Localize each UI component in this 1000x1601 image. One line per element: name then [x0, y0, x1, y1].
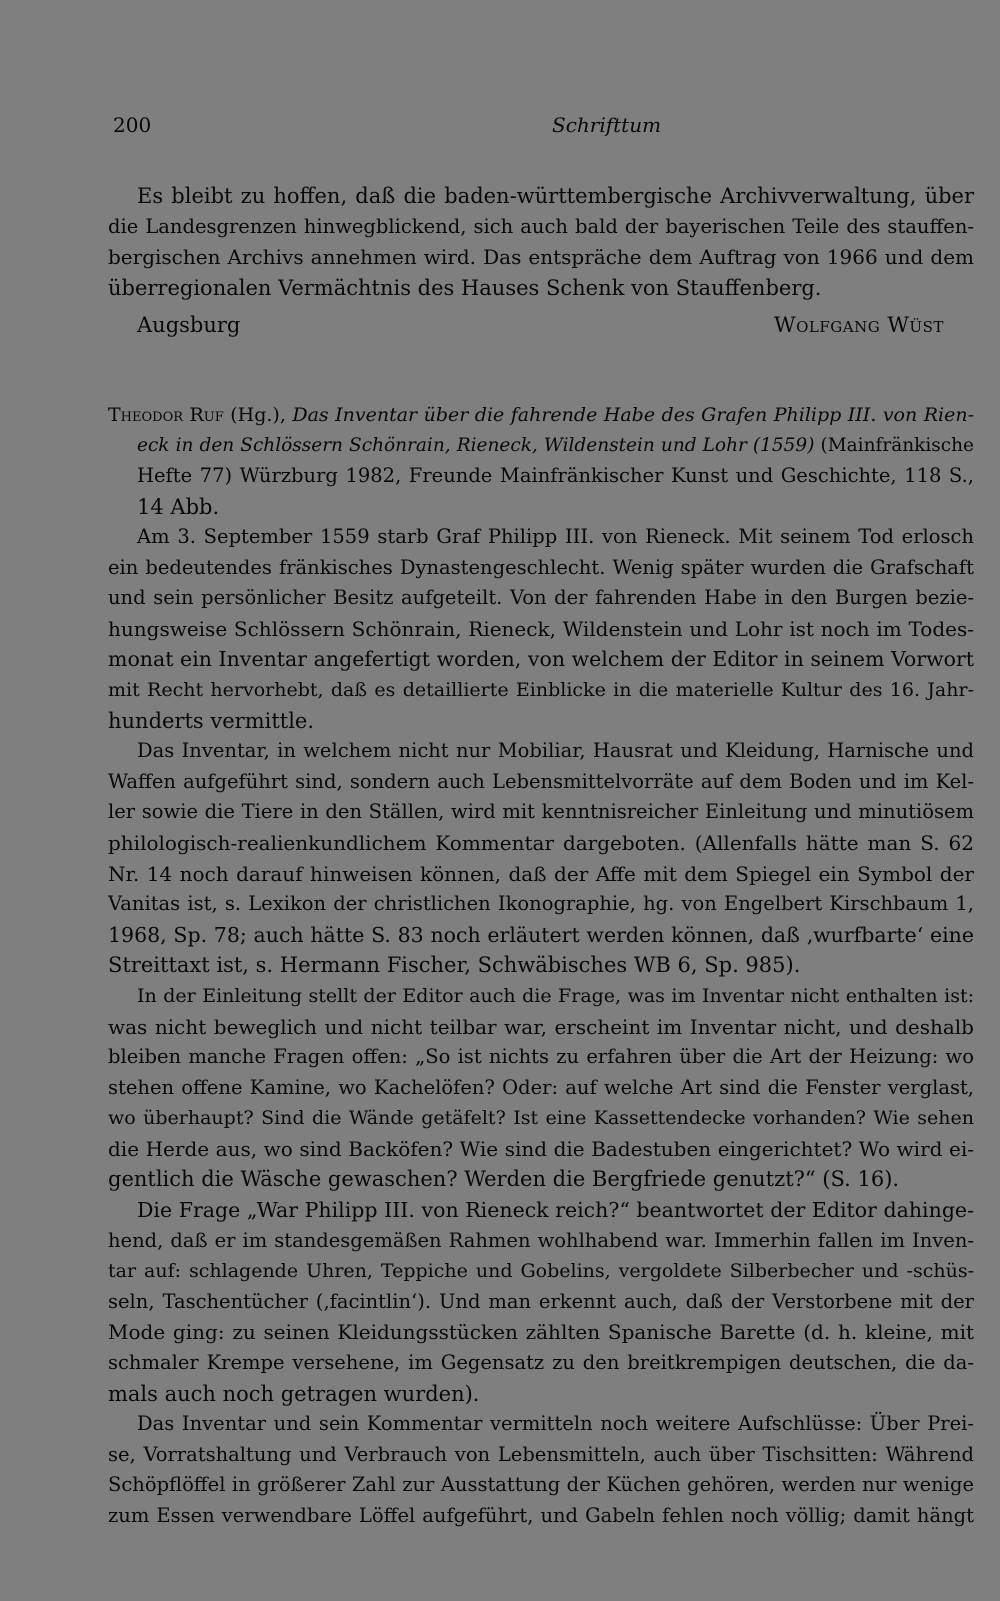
- review1-place: Augsburg: [137, 313, 241, 337]
- text-line: bergischen Archivs annehmen wird. Das entspräche dem Auftrag von 1966 und dem: [108, 245, 974, 270]
- text-line: die Herde aus, wo sind Backöfen? Wie sind die Badestuben eingerichtet? Wo wird ei-: [108, 1136, 974, 1161]
- text-line: und sein persönlicher Besitz aufgeteilt. Von der fahrenden Habe in den Burgen bezie-: [108, 586, 974, 610]
- text-line: zum Essen verwendbare Löffel aufgeführt, und Gabeln fehlen noch völlig; damit hängt: [108, 1504, 974, 1527]
- text-line: bleiben manche Fragen offen: „So ist nichts zu erfahren über die Art der Heizung: wo: [108, 1045, 974, 1069]
- text-line: stehen offene Kamine, wo Kachelöfen? Oder: auf welche Art sind die Fenster verglast,: [108, 1075, 974, 1099]
- running-title: Schrifttum: [552, 113, 662, 137]
- text-line: Es bleibt zu hoffen, daß die baden-württembergische Archivverwaltung, über: [137, 184, 974, 208]
- book-title-part2: eck in den Schlössern Schönrain, Rieneck, Wildenstein und Lohr (1559): [137, 434, 815, 456]
- text-line: In der Einleitung stellt der Editor auch die Frage, was im Inventar nicht enthalten ist:: [137, 984, 974, 1007]
- text-line: hend, daß er im standesgemäßen Rahmen wohlhabend war. Immerhin fallen im Inven-: [108, 1228, 974, 1252]
- citation-line-4: 14 Abb.: [137, 494, 220, 519]
- page-number: 200: [113, 113, 152, 137]
- review2-body: [108, 522, 974, 1532]
- editor-name: Theodor Ruf: [108, 404, 224, 426]
- text-line: gentlich die Wäsche gewaschen? Werden die Bergfriede genutzt?“ (S. 16).: [108, 1167, 900, 1192]
- text-line: wo überhaupt? Sind die Wände getäfelt? Ist eine Kassettendecke vorhanden? Wie sehen: [108, 1107, 974, 1130]
- text-line: Streittaxt ist, s. Hermann Fischer, Schwäbisches WB 6, Sp. 985).: [108, 953, 801, 978]
- review2-citation: [108, 400, 974, 522]
- text-line: die Landesgrenzen hinwegblickend, sich auch bald der bayerischen Teile des stauffen-: [108, 214, 974, 238]
- text-line: hunderts vermittle.: [108, 708, 315, 733]
- book-title-part1: Das Inventar über die fahrende Habe des Grafen Philipp III. von Rien-: [292, 404, 974, 426]
- text-line: 1968, Sp. 78; auch hätte S. 83 noch erläutert werden können, daß ‚wurfbarte‘ eine: [108, 922, 974, 947]
- text-line: monat ein Inventar angefertigt worden, von welchem der Editor in seinem Vorwort: [108, 647, 974, 672]
- citation-line-1: [108, 400, 974, 431]
- text-line: ler sowie die Tiere in den Ställen, wird mit kenntnisreicher Einleitung und minutiösem: [108, 800, 974, 824]
- text-line: hungsweise Schlössern Schönrain, Rieneck, Wildenstein und Lohr ist noch im Todes-: [108, 616, 974, 641]
- text-line: überregionalen Vermächtnis des Hauses Schenk von Stauffenberg.: [108, 275, 822, 300]
- review1-author: Wolfgang Wüst: [774, 313, 944, 337]
- text-line: Am 3. September 1559 starb Graf Philipp III. von Rieneck. Mit seinem Tod erlosch: [137, 525, 974, 548]
- text-line: Waffen aufgeführt sind, sondern auch Lebensmittelvorräte auf dem Boden und im Kel-: [108, 769, 974, 793]
- text-line: schmaler Krempe versehene, im Gegensatz zu den breitkrempigen deutschen, die da-: [108, 1351, 974, 1375]
- review1-text: [108, 181, 974, 303]
- text-line: Mode ging: zu seinen Kleidungsstücken zählten Spanische Barette (d. h. kleine, mit: [108, 1320, 974, 1345]
- text-line: tar auf: schlagende Uhren, Teppiche und Gobelins, vergoldete Silberbecher und -schüs-: [108, 1260, 974, 1283]
- citation-line-2: [108, 431, 974, 462]
- series-start: (Mainfränkische: [814, 434, 974, 456]
- text-line: philologisch-realienkundlichem Kommentar dargeboten. (Allenfalls hätte man S. 62: [108, 830, 974, 855]
- text-line: se, Vorratshaltung und Verbrauch von Lebensmitteln, auch über Tischsitten: Während: [108, 1442, 974, 1466]
- text-line: Das Inventar und sein Kommentar vermitteln noch weitere Aufschlüsse: Über Prei-: [137, 1412, 974, 1436]
- text-line: was nicht beweglich und nicht teilbar war, erscheint im Inventar nicht, und deshalb: [108, 1014, 974, 1039]
- citation-line-3: Hefte 77) Würzburg 1982, Freunde Mainfränkischer Kunst und Geschichte, 118 S.,: [137, 464, 974, 488]
- editor-suffix: (Hg.),: [223, 404, 293, 426]
- text-line: Schöpflöffel in größerer Zahl zur Ausstattung der Küchen gehören, werden nur wenige: [108, 1473, 974, 1497]
- text-line: Das Inventar, in welchem nicht nur Mobiliar, Hausrat und Kleidung, Harnische und: [137, 739, 974, 763]
- text-line: Die Frage „War Philipp III. von Rieneck reich?“ beantwortet der Editor dahinge-: [137, 1198, 974, 1223]
- text-line: mals auch noch getragen wurden).: [108, 1381, 480, 1406]
- text-line: seln, Taschentücher (‚facintlin‘). Und man erkennt auch, daß der Verstorbene mit der: [108, 1289, 974, 1313]
- text-line: ein bedeutendes fränkisches Dynastengeschlecht. Wenig später wurden die Grafschaft: [108, 555, 974, 579]
- text-line: Nr. 14 noch darauf hinweisen können, daß der Affe mit dem Spiegel ein Symbol der: [108, 861, 974, 886]
- text-line: Vanitas ist, s. Lexikon der christlichen Ikonographie, hg. von Engelbert Kirschbaum 1,: [108, 892, 974, 916]
- text-line: mit Recht hervorhebt, daß es detaillierte Einblicke in die materielle Kultur des 16. Jahr-: [108, 678, 974, 701]
